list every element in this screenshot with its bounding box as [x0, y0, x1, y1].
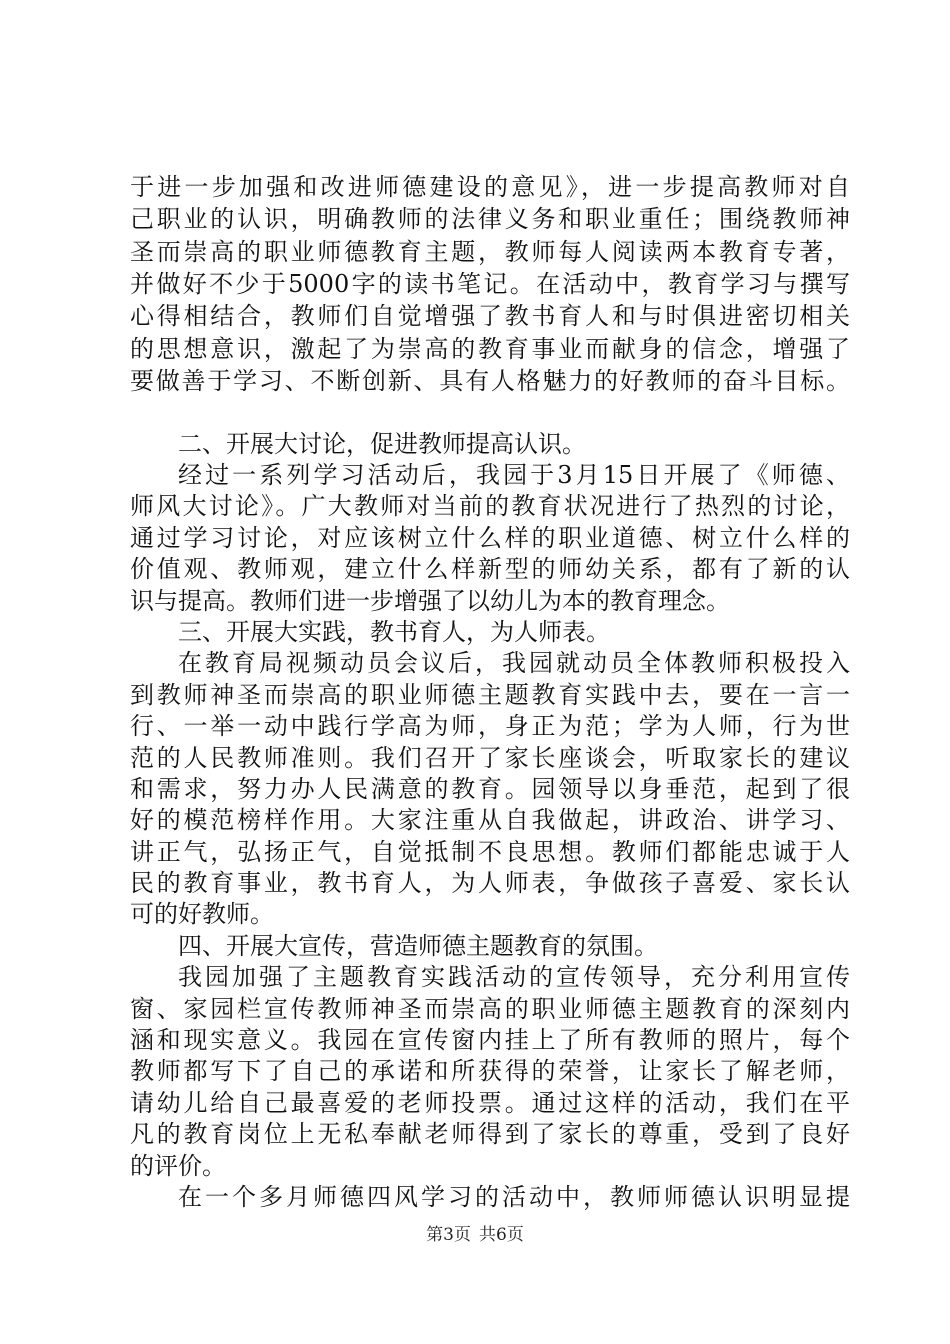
text-line: 心得相结合，教师们自觉增强了教书育人和与时俱进密切相关: [130, 302, 850, 330]
text-line: 窗、家园栏宣传教师神圣而崇高的职业师德主题教育的深刻内: [130, 995, 850, 1023]
text-line: 民的教育事业，教书育人，为人师表，争做孩子喜爱、家长认: [130, 869, 850, 897]
text-line: 圣而崇高的职业师德教育主题，教师每人阅读两本教育专著，: [130, 238, 850, 266]
text-line: 到教师神圣而崇高的职业师德主题教育实践中去，要在一言一: [130, 681, 850, 709]
text-line: 的思想意识，激起了为崇高的教育事业而献身的信念，增强了: [130, 335, 850, 363]
text-line: 凡的教育岗位上无私奉献老师得到了家长的尊重，受到了良好: [130, 1120, 850, 1148]
text-line: 涵和现实意义。我园在宣传窗内挂上了所有教师的照片，每个: [130, 1026, 850, 1054]
text-line: 于进一步加强和改进师德建设的意见》，进一步提高教师对自: [130, 173, 850, 201]
text-line: 要做善于学习、不断创新、具有人格魅力的好教师的奋斗目标。: [130, 367, 850, 395]
page-number: 第3页: [426, 1225, 471, 1245]
text-line: 经过一系列学习活动后，我园于3月15日开展了《师德、: [178, 461, 850, 489]
text-line: 教师都写下了自己的承诺和所获得的荣誉，让家长了解老师，: [130, 1057, 850, 1085]
section-heading: 三、开展大实践，教书育人，为人师表。: [178, 618, 610, 646]
text-line: 识与提高。教师们进一步增强了以幼儿为本的教育理念。: [130, 587, 730, 615]
text-line: 好的模范榜样作用。大家注重从自我做起，讲政治、讲学习、: [130, 806, 850, 834]
text-line: 范的人民教师准则。我们召开了家长座谈会，听取家长的建议: [130, 744, 850, 772]
text-line: 请幼儿给自己最喜爱的老师投票。通过这样的活动，我们在平: [130, 1089, 850, 1117]
text-line: 可的好教师。: [130, 900, 274, 928]
text-line: 和需求，努力办人民满意的教育。园领导以身垂范，起到了很: [130, 775, 850, 803]
text-line: 价值观、教师观，建立什么样新型的师幼关系，都有了新的认: [130, 555, 850, 583]
text-line: 并做好不少于5000字的读书笔记。在活动中，教育学习与撰写: [130, 270, 850, 298]
text-line: 通过学习讨论，对应该树立什么样的职业道德、树立什么样的: [130, 524, 850, 552]
text-line: 讲正气，弘扬正气，自觉抵制不良思想。教师们都能忠诚于人: [130, 838, 850, 866]
page-footer: [0, 1224, 950, 1246]
text-line: 师风大讨论》。广大教师对当前的教育状况进行了热烈的讨论，: [130, 492, 850, 520]
text-line: 己职业的认识，明确教师的法律义务和职业重任；围绕教师神: [130, 205, 850, 233]
text-line: 在教育局视频动员会议后，我园就动员全体教师积极投入: [178, 649, 850, 677]
section-heading: 二、开展大讨论，促进教师提高认识。: [178, 430, 586, 458]
text-line: 在一个多月师德四风学习的活动中，教师师德认识明显提: [178, 1183, 850, 1211]
text-line: 我园加强了主题教育实践活动的宣传领导，充分利用宣传: [178, 963, 850, 991]
page-total: 共6页: [479, 1225, 524, 1245]
text-line: 的评价。: [130, 1152, 226, 1180]
text-line: 行、一举一动中践行学高为师，身正为范；学为人师，行为世: [130, 712, 850, 740]
section-heading: 四、开展大宣传，营造师德主题教育的氛围。: [178, 932, 658, 960]
